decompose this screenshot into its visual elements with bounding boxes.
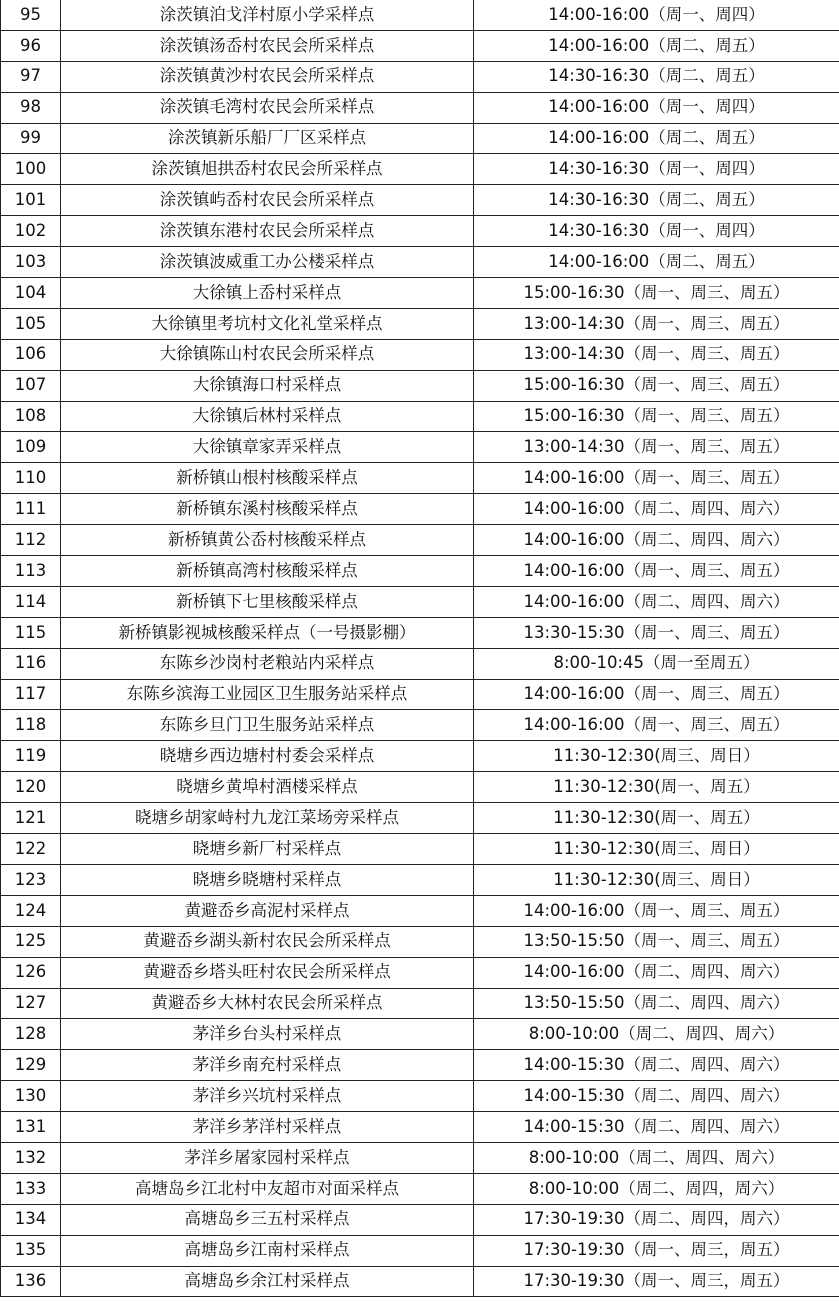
sampling-site-cell: 涂茨镇波威重工办公楼采样点 (61, 247, 474, 278)
table-row (1, 30, 839, 61)
sampling-site-cell: 大徐镇海口村采样点 (61, 370, 474, 401)
sampling-site-cell: 晓塘乡西边塘村村委会采样点 (61, 741, 474, 772)
sampling-time-cell: 15:00-16:30（周一、周三、周五） (474, 278, 839, 309)
sampling-site-cell: 黄避岙乡湖头新村农民会所采样点 (61, 926, 474, 957)
sampling-site-cell: 涂茨镇黄沙村农民会所采样点 (61, 61, 474, 92)
table-row (1, 895, 839, 926)
sampling-time-cell: 14:00-16:00（周一、周三、周五） (474, 463, 839, 494)
row-number-cell: 125 (1, 926, 61, 957)
table-row (1, 1235, 839, 1266)
row-number-cell: 134 (1, 1204, 61, 1235)
sampling-time-cell: 14:00-16:00（周一、周三、周五） (474, 710, 839, 741)
table-row (1, 679, 839, 710)
row-number-cell: 131 (1, 1112, 61, 1143)
sampling-time-cell: 11:30-12:30(周三、周日） (474, 834, 839, 865)
table-row (1, 247, 839, 278)
table-row (1, 432, 839, 463)
sampling-time-cell: 14:00-16:00（周二、周四、周六） (474, 957, 839, 988)
row-number-cell: 96 (1, 30, 61, 61)
sampling-site-cell: 大徐镇章家弄采样点 (61, 432, 474, 463)
row-number-cell: 111 (1, 494, 61, 525)
row-number-cell: 129 (1, 1050, 61, 1081)
table-row (1, 1266, 839, 1297)
sampling-site-cell: 新桥镇东溪村核酸采样点 (61, 494, 474, 525)
sampling-time-cell: 14:00-16:00（周二、周四、周六） (474, 494, 839, 525)
row-number-cell: 104 (1, 278, 61, 309)
sampling-time-cell: 13:00-14:30（周一、周三、周五） (474, 432, 839, 463)
sampling-site-cell: 新桥镇下七里核酸采样点 (61, 586, 474, 617)
sampling-time-cell: 14:00-15:30（周二、周四、周六） (474, 1081, 839, 1112)
table-row (1, 772, 839, 803)
row-number-cell: 112 (1, 525, 61, 556)
sampling-time-cell: 14:00-15:30（周二、周四、周六） (474, 1112, 839, 1143)
sampling-site-cell: 晓塘乡晓塘村采样点 (61, 864, 474, 895)
table-row (1, 803, 839, 834)
row-number-cell: 121 (1, 803, 61, 834)
sampling-time-cell: 14:30-16:30（周二、周五） (474, 61, 839, 92)
sampling-time-cell: 14:00-16:00（周二、周五） (474, 247, 839, 278)
row-number-cell: 108 (1, 401, 61, 432)
sampling-time-cell: 14:00-16:00（周一、周三、周五） (474, 679, 839, 710)
row-number-cell: 133 (1, 1173, 61, 1204)
table-row (1, 864, 839, 895)
sampling-time-cell: 14:30-16:30（周一、周四） (474, 216, 839, 247)
row-number-cell: 105 (1, 308, 61, 339)
sampling-site-cell: 大徐镇陈山村农民会所采样点 (61, 339, 474, 370)
table-row (1, 401, 839, 432)
table-row (1, 370, 839, 401)
table-row (1, 617, 839, 648)
table-row (1, 308, 839, 339)
row-number-cell: 98 (1, 92, 61, 123)
sampling-site-cell: 涂茨镇泊戈洋村原小学采样点 (61, 0, 474, 30)
sampling-time-cell: 14:00-16:00（周一、周四） (474, 0, 839, 30)
sampling-time-cell: 14:00-16:00（周二、周四、周六） (474, 586, 839, 617)
table-row (1, 92, 839, 123)
sampling-time-cell: 14:30-16:30（周二、周五） (474, 185, 839, 216)
row-number-cell: 122 (1, 834, 61, 865)
sampling-time-cell: 17:30-19:30（周二、周四，周六） (474, 1204, 839, 1235)
row-number-cell: 99 (1, 123, 61, 154)
sampling-site-cell: 新桥镇影视城核酸采样点（一号摄影棚） (61, 617, 474, 648)
sampling-time-cell: 15:00-16:30（周一、周三、周五） (474, 370, 839, 401)
sampling-site-cell: 黄避岙乡大林村农民会所采样点 (61, 988, 474, 1019)
row-number-cell: 100 (1, 154, 61, 185)
sampling-site-cell: 东陈乡沙岗村老粮站内采样点 (61, 648, 474, 679)
row-number-cell: 115 (1, 617, 61, 648)
table-row (1, 463, 839, 494)
sampling-site-cell: 涂茨镇屿岙村农民会所采样点 (61, 185, 474, 216)
table-row (1, 494, 839, 525)
table-row (1, 216, 839, 247)
row-number-cell: 97 (1, 61, 61, 92)
sampling-time-cell: 11:30-12:30(周一、周五） (474, 772, 839, 803)
sampling-time-cell: 14:00-16:00（周一、周四） (474, 92, 839, 123)
row-number-cell: 120 (1, 772, 61, 803)
sampling-time-cell: 8:00-10:00（周二、周四、周六） (474, 1019, 839, 1050)
table-row (1, 586, 839, 617)
sampling-site-cell: 晓塘乡新厂村采样点 (61, 834, 474, 865)
table-row (1, 61, 839, 92)
row-number-cell: 123 (1, 864, 61, 895)
table-row (1, 926, 839, 957)
sampling-site-cell: 茅洋乡屠家园村采样点 (61, 1142, 474, 1173)
sampling-site-cell: 高塘岛乡江南村采样点 (61, 1235, 474, 1266)
table-row (1, 957, 839, 988)
sampling-site-cell: 新桥镇山根村核酸采样点 (61, 463, 474, 494)
sampling-time-cell: 14:00-15:30（周二、周四、周六） (474, 1050, 839, 1081)
row-number-cell: 110 (1, 463, 61, 494)
sampling-site-cell: 东陈乡滨海工业园区卫生服务站采样点 (61, 679, 474, 710)
row-number-cell: 132 (1, 1142, 61, 1173)
table-row (1, 1081, 839, 1112)
sampling-site-cell: 大徐镇上岙村采样点 (61, 278, 474, 309)
table-row (1, 123, 839, 154)
row-number-cell: 114 (1, 586, 61, 617)
table-row (1, 185, 839, 216)
sampling-time-cell: 15:00-16:30（周一、周三、周五） (474, 401, 839, 432)
sampling-time-cell: 14:00-16:00（周一、周三、周五） (474, 895, 839, 926)
row-number-cell: 107 (1, 370, 61, 401)
sampling-site-cell: 新桥镇黄公岙村核酸采样点 (61, 525, 474, 556)
table-row (1, 1173, 839, 1204)
row-number-cell: 118 (1, 710, 61, 741)
sampling-site-cell: 茅洋乡兴坑村采样点 (61, 1081, 474, 1112)
row-number-cell: 103 (1, 247, 61, 278)
sampling-time-cell: 8:00-10:00（周二、周四、周六） (474, 1142, 839, 1173)
sampling-site-cell: 高塘岛乡三五村采样点 (61, 1204, 474, 1235)
sampling-site-cell: 东陈乡旦门卫生服务站采样点 (61, 710, 474, 741)
row-number-cell: 101 (1, 185, 61, 216)
row-number-cell: 113 (1, 556, 61, 587)
row-number-cell: 126 (1, 957, 61, 988)
sampling-time-cell: 11:30-12:30(周三、周日） (474, 864, 839, 895)
sampling-site-cell: 大徐镇里考坑村文化礼堂采样点 (61, 308, 474, 339)
row-number-cell: 119 (1, 741, 61, 772)
table-row (1, 278, 839, 309)
sampling-time-cell: 14:30-16:30（周一、周四） (474, 154, 839, 185)
sampling-time-cell: 14:00-16:00（周二、周五） (474, 30, 839, 61)
sampling-site-cell: 晓塘乡胡家峙村九龙江菜场旁采样点 (61, 803, 474, 834)
table-row (1, 1019, 839, 1050)
sampling-site-cell: 大徐镇后林村采样点 (61, 401, 474, 432)
table-row (1, 525, 839, 556)
table-row (1, 988, 839, 1019)
sampling-site-cell: 晓塘乡黄埠村酒楼采样点 (61, 772, 474, 803)
table-row (1, 1050, 839, 1081)
sampling-time-cell: 13:00-14:30（周一、周三、周五） (474, 308, 839, 339)
sampling-time-cell: 8:00-10:00（周二、周四，周六） (474, 1173, 839, 1204)
table-row (1, 1204, 839, 1235)
row-number-cell: 127 (1, 988, 61, 1019)
sampling-time-cell: 13:00-14:30（周一、周三、周五） (474, 339, 839, 370)
table-row (1, 834, 839, 865)
sampling-site-cell: 茅洋乡茅洋村采样点 (61, 1112, 474, 1143)
table-body (1, 0, 839, 1297)
row-number-cell: 116 (1, 648, 61, 679)
table-row (1, 339, 839, 370)
sampling-time-cell: 11:30-12:30(周一、周五） (474, 803, 839, 834)
sampling-site-cell: 黄避岙乡塔头旺村农民会所采样点 (61, 957, 474, 988)
sampling-site-cell: 黄避岙乡高泥村采样点 (61, 895, 474, 926)
row-number-cell: 106 (1, 339, 61, 370)
table-row (1, 0, 839, 30)
sampling-time-cell: 11:30-12:30(周三、周日） (474, 741, 839, 772)
sampling-site-cell: 高塘岛乡江北村中友超市对面采样点 (61, 1173, 474, 1204)
sampling-time-cell: 17:30-19:30（周一、周三，周五） (474, 1235, 839, 1266)
sampling-time-cell: 13:50-15:50（周二、周四、周六） (474, 988, 839, 1019)
sampling-time-cell: 17:30-19:30（周一、周三，周五） (474, 1266, 839, 1297)
row-number-cell: 128 (1, 1019, 61, 1050)
sampling-site-cell: 茅洋乡南充村采样点 (61, 1050, 474, 1081)
sampling-site-cell: 高塘岛乡余江村采样点 (61, 1266, 474, 1297)
row-number-cell: 117 (1, 679, 61, 710)
sampling-site-cell: 新桥镇高湾村核酸采样点 (61, 556, 474, 587)
row-number-cell: 102 (1, 216, 61, 247)
row-number-cell: 109 (1, 432, 61, 463)
row-number-cell: 130 (1, 1081, 61, 1112)
sampling-time-cell: 13:50-15:50（周一、周三、周五） (474, 926, 839, 957)
row-number-cell: 135 (1, 1235, 61, 1266)
sampling-time-cell: 14:00-16:00（周一、周三、周五） (474, 556, 839, 587)
row-number-cell: 95 (1, 0, 61, 30)
sampling-site-cell: 涂茨镇旭拱岙村农民会所采样点 (61, 154, 474, 185)
table-row (1, 556, 839, 587)
sampling-site-cell: 涂茨镇东港村农民会所采样点 (61, 216, 474, 247)
table-row (1, 154, 839, 185)
sampling-site-cell: 涂茨镇毛湾村农民会所采样点 (61, 92, 474, 123)
sampling-time-cell: 14:00-16:00（周二、周五） (474, 123, 839, 154)
sampling-site-cell: 涂茨镇汤岙村农民会所采样点 (61, 30, 474, 61)
row-number-cell: 136 (1, 1266, 61, 1297)
sampling-time-cell: 13:30-15:30（周一、周三、周五） (474, 617, 839, 648)
sampling-site-cell: 涂茨镇新乐船厂厂区采样点 (61, 123, 474, 154)
table-row (1, 710, 839, 741)
sampling-time-cell: 14:00-16:00（周二、周四、周六） (474, 525, 839, 556)
row-number-cell: 124 (1, 895, 61, 926)
table-row (1, 741, 839, 772)
sampling-time-cell: 8:00-10:45（周一至周五） (474, 648, 839, 679)
sampling-site-cell: 茅洋乡台头村采样点 (61, 1019, 474, 1050)
table-row (1, 1112, 839, 1143)
table-row (1, 1142, 839, 1173)
table-row (1, 648, 839, 679)
